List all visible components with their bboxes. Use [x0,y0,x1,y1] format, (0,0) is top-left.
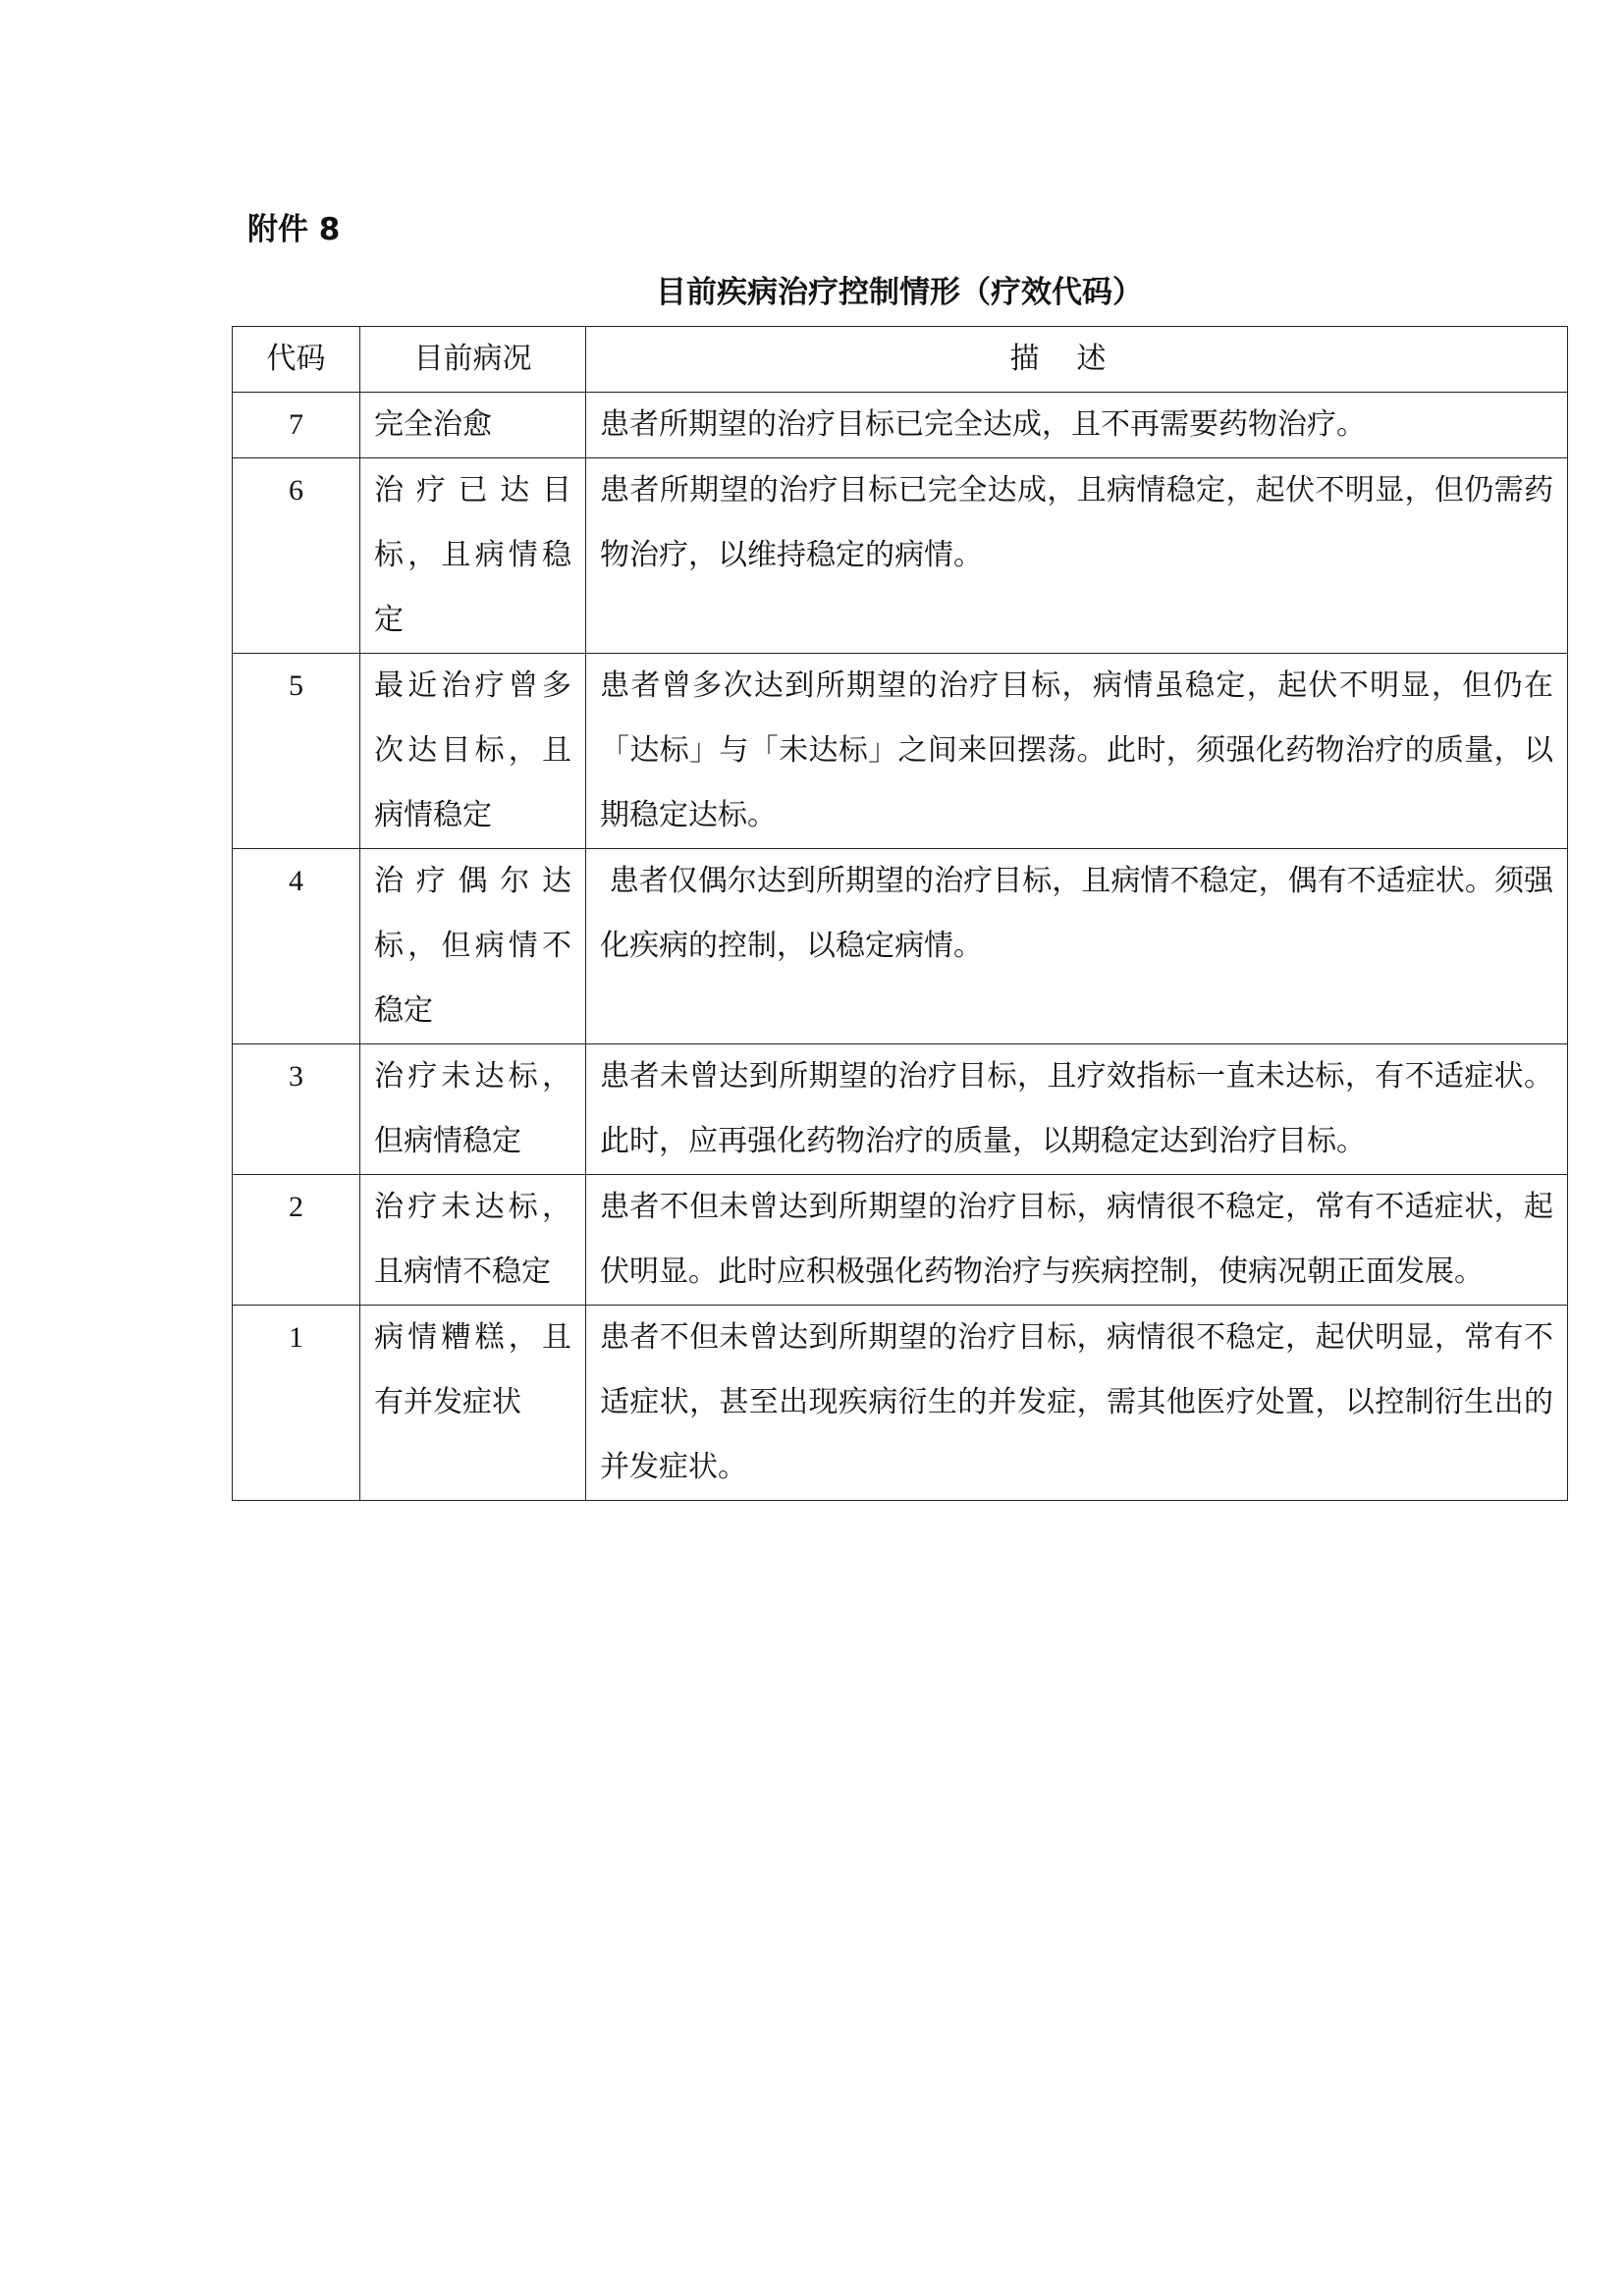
header-description-text: 描述 [1009,342,1144,376]
code-cell: 4 [233,849,360,1044]
condition-cell: 治疗未达标，且病情不稳定 [360,1175,586,1306]
table-header-row [233,327,1568,393]
description-cell: 患者所期望的治疗目标已完全达成，且不再需要药物治疗。 [586,393,1568,458]
condition-cell: 最近治疗曾多次达目标，且病情稳定 [360,654,586,849]
efficacy-code-table [232,326,1568,1501]
code-cell: 1 [233,1306,360,1501]
condition-cell: 完全治愈 [360,393,586,458]
description-cell: 患者所期望的治疗目标已完全达成，且病情稳定，起伏不明显，但仍需药物治疗，以维持稳定的病情。 [586,458,1568,654]
condition-cell: 治疗偶尔达标，但病情不稳定 [360,849,586,1044]
code-cell: 3 [233,1044,360,1175]
description-cell: 患者不但未曾达到所期望的治疗目标，病情很不稳定，常有不适症状，起伏明显。此时应积极强化药物治疗与疾病控制，使病况朝正面发展。 [586,1175,1568,1306]
description-cell: 患者未曾达到所期望的治疗目标，且疗效指标一直未达标，有不适症状。此时，应再强化药物治疗的质量，以期稳定达到治疗目标。 [586,1044,1568,1175]
description-cell: 患者仅偶尔达到所期望的治疗目标，且病情不稳定，偶有不适症状。须强化疾病的控制，以稳定病情。 [586,849,1568,1044]
code-cell: 6 [233,458,360,654]
condition-cell: 治疗已达目标，且病情稳定 [360,458,586,654]
table-row [233,1044,1568,1175]
table-row [233,849,1568,1044]
header-condition: 目前病况 [360,327,586,393]
document-title: 目前疾病治疗控制情形（疗效代码） [656,275,1143,310]
description-cell: 患者曾多次达到所期望的治疗目标，病情虽稳定，起伏不明显，但仍在「达标」与「未达标」之间来回摆荡。此时，须强化药物治疗的质量，以期稳定达标。 [586,654,1568,849]
table-row [233,1306,1568,1501]
code-cell: 5 [233,654,360,849]
table-row [233,1175,1568,1306]
condition-cell: 治疗未达标，但病情稳定 [360,1044,586,1175]
code-cell: 2 [233,1175,360,1306]
table-row [233,393,1568,458]
code-cell: 7 [233,393,360,458]
header-description [586,327,1568,393]
description-cell: 患者不但未曾达到所期望的治疗目标，病情很不稳定，起伏明显，常有不适症状，甚至出现疾病衍生的并发症，需其他医疗处置，以控制衍生出的并发症状。 [586,1306,1568,1501]
header-code: 代码 [233,327,360,393]
table-row [233,654,1568,849]
condition-cell: 病情糟糕，且有并发症状 [360,1306,586,1501]
attachment-label: 附件 8 [247,212,341,247]
table-row [233,458,1568,654]
